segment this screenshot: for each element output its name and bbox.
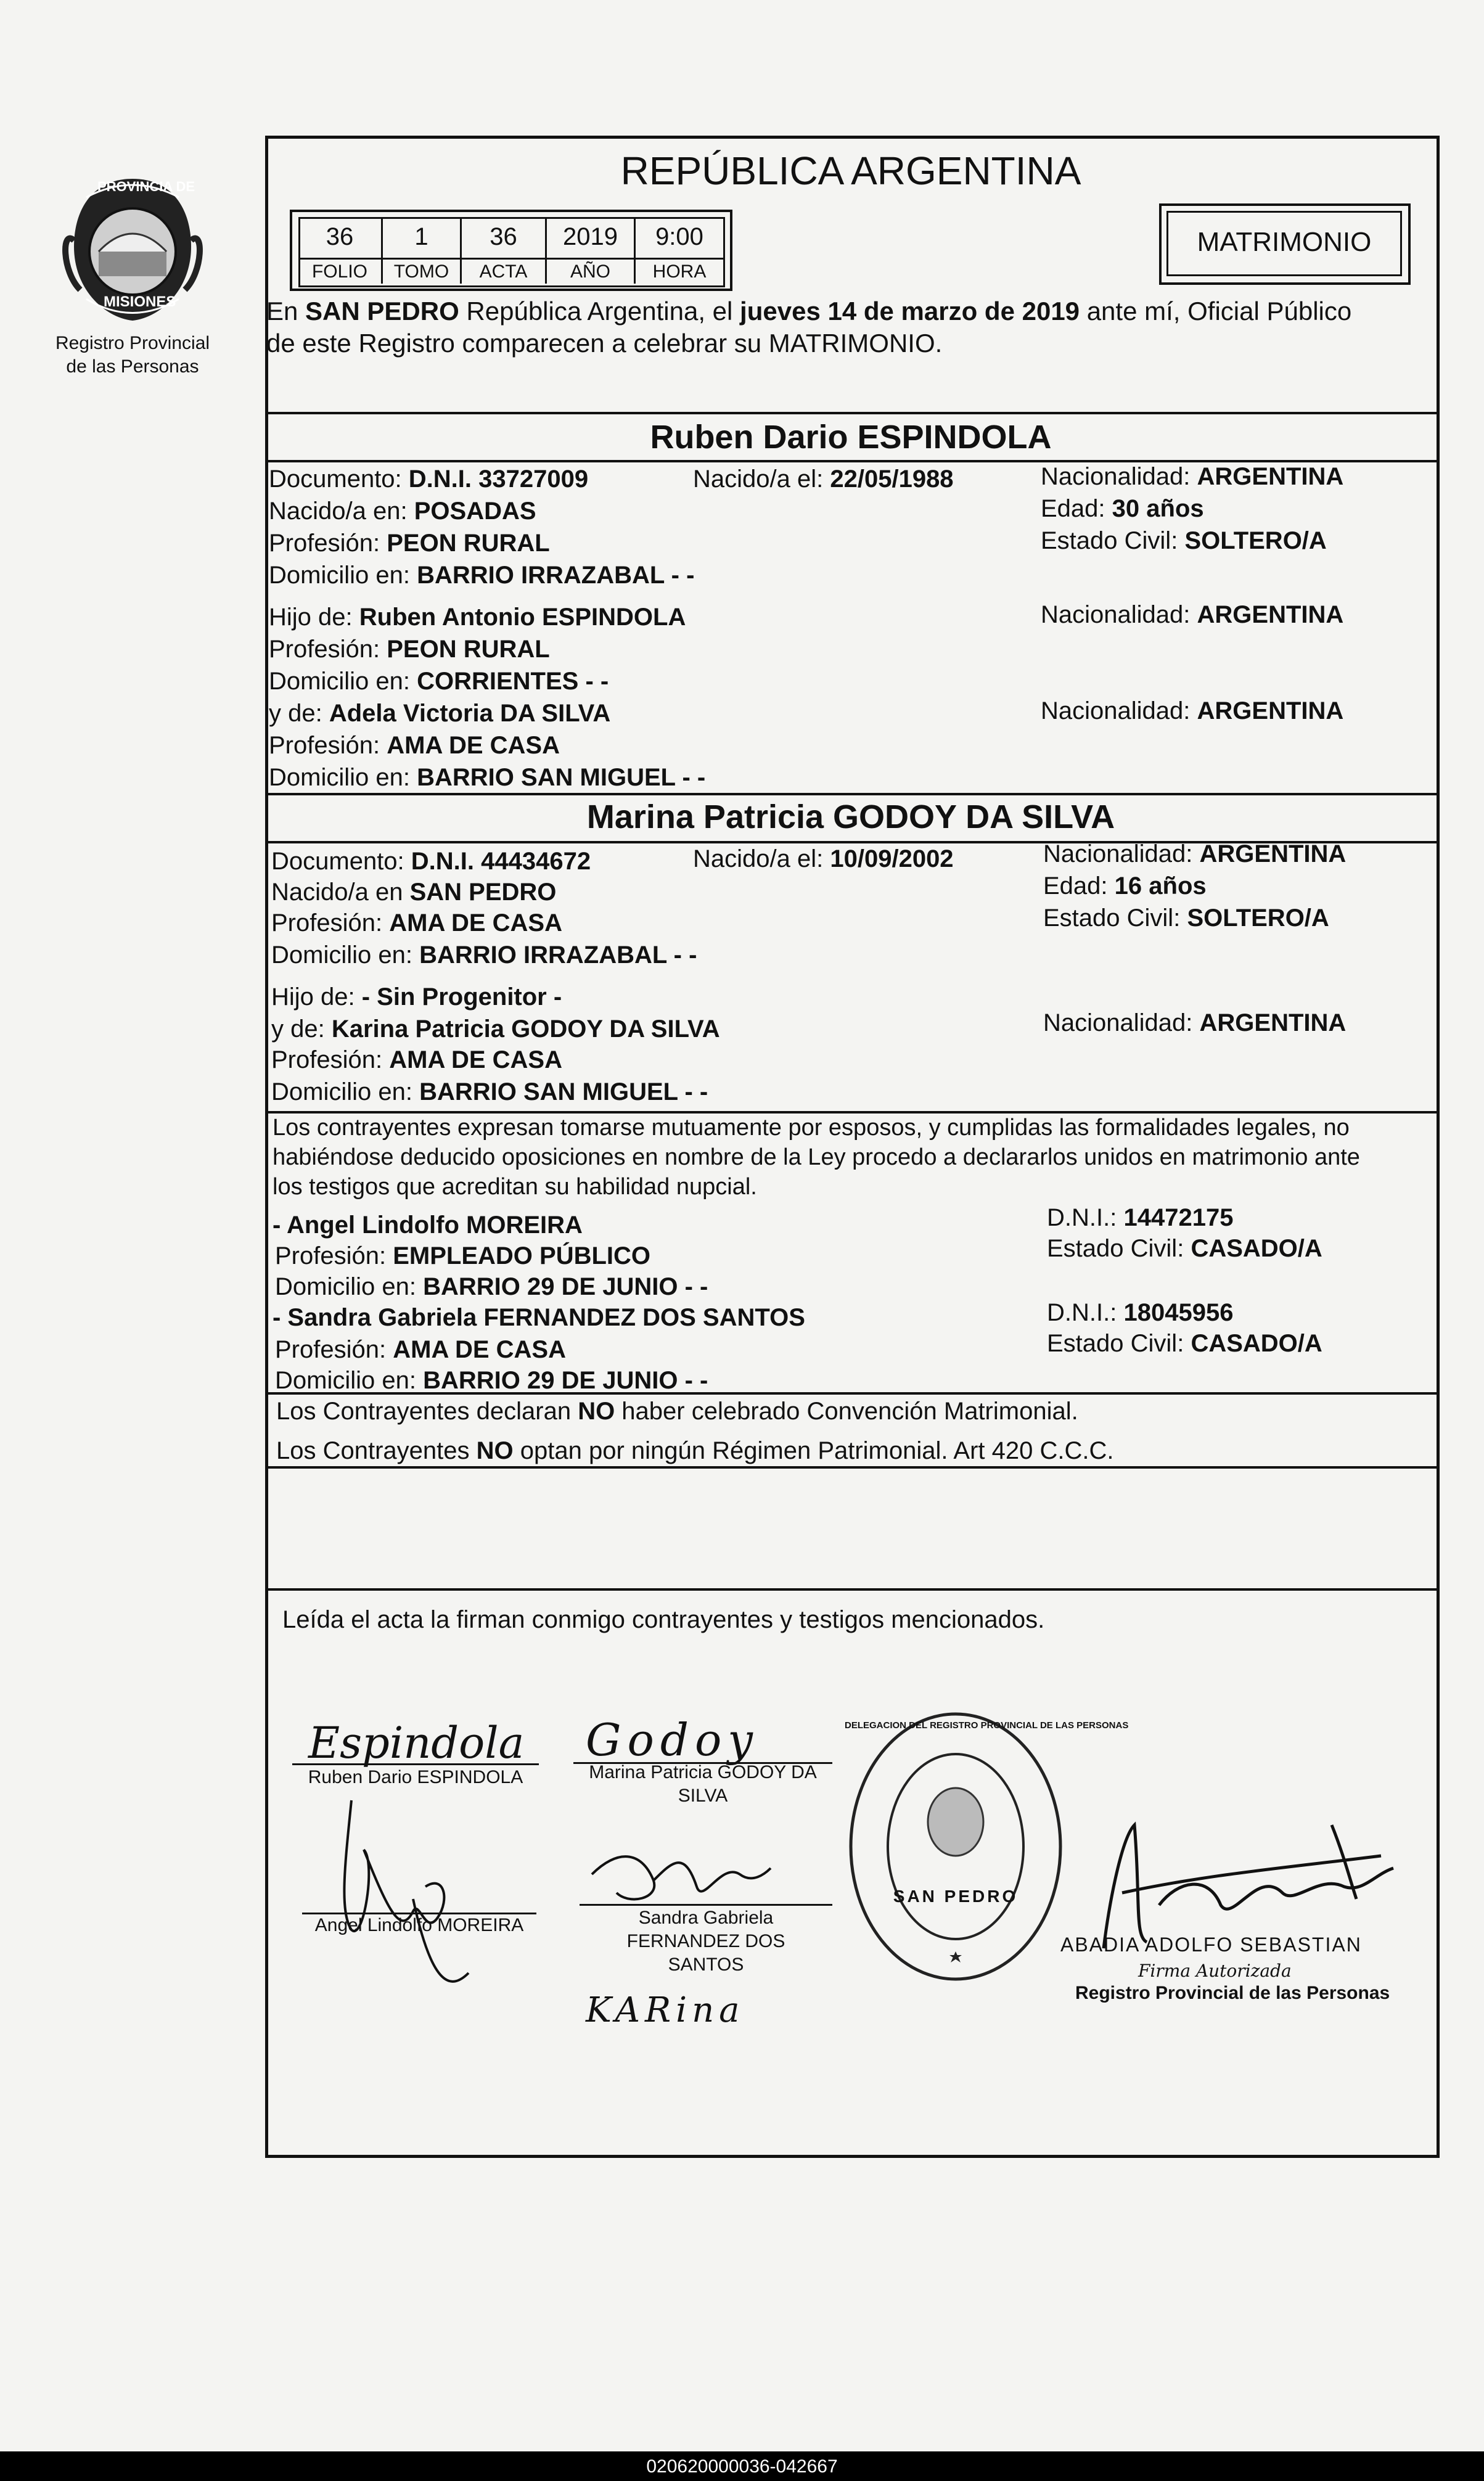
official-role: Firma Autorizada <box>1138 1961 1292 1981</box>
official-stamp <box>845 1708 1129 1985</box>
spouse1-mother-profesion: Profesión: AMA DE CASA <box>269 732 560 759</box>
witness1-estado-civil: Estado Civil: CASADO/A <box>1047 1235 1322 1262</box>
witness1-domicilio: Domicilio en: BARRIO 29 DE JUNIO - - <box>275 1273 708 1300</box>
spouse2-profesion: Profesión: AMA DE CASA <box>271 909 562 937</box>
spouse1-lugar: Nacido/a en: POSADAS <box>269 498 536 525</box>
signature-label-4a: Sandra Gabriela <box>638 1908 774 1928</box>
spouse2-nacido: Nacido/a el: 10/09/2002 <box>693 845 954 872</box>
spouse2-father: Hijo de: - Sin Progenitor - <box>271 983 562 1011</box>
tomo-label: TOMO <box>393 261 449 282</box>
handwritten-signature-1: Espindola <box>308 1718 525 1768</box>
signature-label-1: Ruben Dario ESPINDOLA <box>308 1767 523 1787</box>
spouse1-estado-civil: Estado Civil: SOLTERO/A <box>1041 527 1327 554</box>
folio-label: FOLIO <box>311 261 367 282</box>
spouse2-mother-domicilio: Domicilio en: BARRIO SAN MIGUEL - - <box>271 1078 708 1105</box>
spouse2-estado-civil: Estado Civil: SOLTERO/A <box>1043 904 1329 932</box>
spouse2-mother-profesion: Profesión: AMA DE CASA <box>271 1046 562 1073</box>
registry-name-1: Registro Provincial <box>55 333 210 353</box>
signature-label-3: Angel Lindolfo MOREIRA <box>314 1915 524 1935</box>
hora-label: HORA <box>652 261 707 282</box>
official-org: Registro Provincial de las Personas <box>1075 1983 1390 2003</box>
spouse1-nacionalidad: Nacionalidad: ARGENTINA <box>1041 463 1344 490</box>
anio-label: AÑO <box>570 261 610 282</box>
witness1-dni: D.N.I.: 14472175 <box>1047 1204 1234 1231</box>
hora-value: 9:00 <box>655 223 703 250</box>
witness2-name: - Sandra Gabriela FERNANDEZ DOS SANTOS <box>273 1304 805 1331</box>
emblem-top: PROVINCIA DE <box>97 179 195 194</box>
witness1-signature <box>327 1788 512 1991</box>
spouse1-nacido: Nacido/a el: 22/05/1988 <box>693 465 954 493</box>
spouse2-documento: Documento: D.N.I. 44434672 <box>271 848 591 875</box>
spouse2-mother-nacionalidad: Nacionalidad: ARGENTINA <box>1043 1009 1347 1036</box>
doc-type-box <box>1159 203 1411 285</box>
witness2-domicilio: Domicilio en: BARRIO 29 DE JUNIO - - <box>275 1367 708 1394</box>
signature-line-3 <box>302 1913 536 1914</box>
page-title: REPÚBLICA ARGENTINA <box>620 149 1081 193</box>
intro-line-1: En SAN PEDRO República Argentina, el jueves 14 de marzo de 2019 ante mí, Oficial Público <box>266 297 1352 326</box>
acta-table <box>290 210 732 291</box>
signature-label-2b: SILVA <box>678 1786 728 1806</box>
registry-name-2: de las Personas <box>66 356 199 377</box>
spouse1-edad: Edad: 30 años <box>1041 495 1204 522</box>
witness1-name: - Angel Lindolfo MOREIRA <box>273 1212 583 1239</box>
anio-value: 2019 <box>563 223 618 250</box>
spouse1-father: Hijo de: Ruben Antonio ESPINDOLA <box>269 604 686 631</box>
declaration-line-1: Los contrayentes expresan tomarse mutuamente por esposos, y cumplidas las formalidades legales, no <box>273 1115 1350 1141</box>
signature-label-4c: SANTOS <box>668 1954 744 1975</box>
closing-text: Leída el acta la firman conmigo contrayentes y testigos mencionados. <box>282 1606 1045 1633</box>
acta-label: ACTA <box>479 261 528 282</box>
handwritten-signature-2: Godoy <box>586 1714 759 1766</box>
convention-line-1: Los Contrayentes declaran NO haber celebrado Convención Matrimonial. <box>276 1398 1078 1425</box>
emblem-bottom: MISIONES <box>104 293 176 310</box>
spouse2-edad: Edad: 16 años <box>1043 872 1207 900</box>
folio-value: 36 <box>326 223 354 250</box>
signature-label-4b: FERNANDEZ DOS <box>626 1931 785 1951</box>
spouse1-mother-nacionalidad: Nacionalidad: ARGENTINA <box>1041 697 1344 724</box>
witness2-dni: D.N.I.: 18045956 <box>1047 1299 1234 1326</box>
acta-value: 36 <box>490 223 517 250</box>
signature-line-4 <box>580 1904 832 1906</box>
spouse1-profesion: Profesión: PEON RURAL <box>269 530 550 557</box>
official-name: ABADIA ADOLFO SEBASTIAN <box>1060 1934 1362 1956</box>
spouse1-father-domicilio: Domicilio en: CORRIENTES - - <box>269 668 609 695</box>
witness2-profesion: Profesión: AMA DE CASA <box>275 1336 566 1363</box>
spouse1-mother: y de: Adela Victoria DA SILVA <box>269 700 611 727</box>
spouse2-domicilio: Domicilio en: BARRIO IRRAZABAL - - <box>271 941 697 969</box>
witness2-estado-civil: Estado Civil: CASADO/A <box>1047 1330 1322 1357</box>
spouse1-mother-domicilio: Domicilio en: BARRIO SAN MIGUEL - - <box>269 764 706 791</box>
witness1-profesion: Profesión: EMPLEADO PÚBLICO <box>275 1242 651 1269</box>
signature-label-2a: Marina Patricia GODOY DA <box>589 1762 817 1782</box>
stamp-text: DELEGACION DEL REGISTRO PROVINCIAL DE LAS PERSONAS <box>845 1720 1129 1731</box>
intro-line-2: de este Registro comparecen a celebrar su MATRIMONIO. <box>266 329 943 358</box>
spouse1-father-nacionalidad: Nacionalidad: ARGENTINA <box>1041 601 1344 628</box>
barcode-text: 020620000036-042667 <box>646 2456 838 2477</box>
spouse2-mother: y de: Karina Patricia GODOY DA SILVA <box>271 1015 720 1043</box>
footer-bar <box>0 2451 1484 2481</box>
handwritten-signature-3: KARina <box>586 1990 745 2030</box>
spouse2-nacionalidad: Nacionalidad: ARGENTINA <box>1043 840 1347 867</box>
spouse2-lugar: Nacido/a en SAN PEDRO <box>271 879 557 906</box>
doc-type: MATRIMONIO <box>1197 227 1372 257</box>
declaration-line-2: habiéndose deducido oposiciones en nombre de la Ley procedo a declararlos unidos en matrimonio ante <box>273 1144 1360 1170</box>
spouse1-father-profesion: Profesión: PEON RURAL <box>269 636 550 663</box>
convention-line-2: Los Contrayentes NO optan por ningún Régimen Patrimonial. Art 420 C.C.C. <box>276 1437 1114 1464</box>
spouse1-domicilio: Domicilio en: BARRIO IRRAZABAL - - <box>269 562 695 589</box>
tomo-value: 1 <box>414 223 428 250</box>
stamp-center: SAN PEDRO <box>893 1887 1019 1906</box>
spouse1-name: Ruben Dario ESPINDOLA <box>650 419 1052 456</box>
spouse2-name: Marina Patricia GODOY DA SILVA <box>586 798 1115 835</box>
spouse1-documento: Documento: D.N.I. 33727009 <box>269 465 589 493</box>
declaration-line-3: los testigos que acreditan su habilidad nupcial. <box>273 1174 757 1200</box>
